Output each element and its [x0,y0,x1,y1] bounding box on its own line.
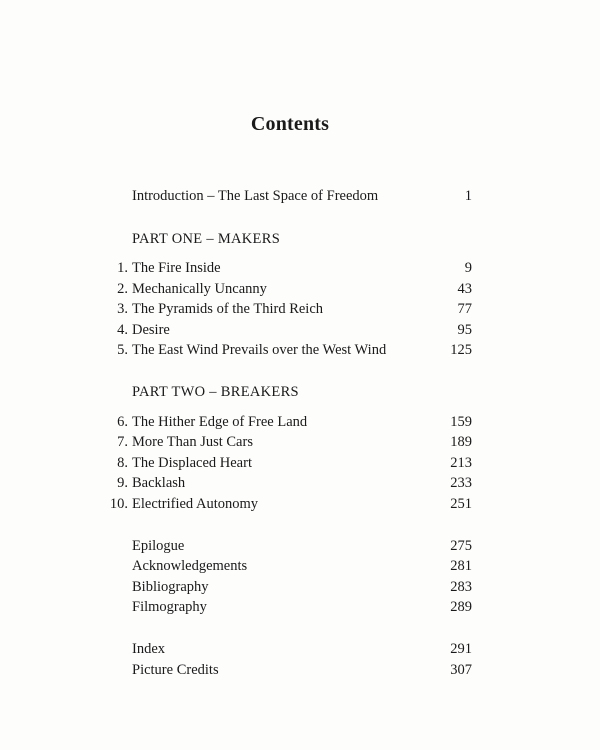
part-one-heading: PART ONE – MAKERS [132,231,281,247]
chapter-number: 10. [109,496,128,512]
entry-page-number: 1 [464,188,472,204]
entry-page-number: 281 [450,558,472,574]
toc-entry-index [0,639,600,659]
chapter-number: 2. [117,281,128,297]
chapter-number: 6. [117,414,128,430]
entry-title: Desire [132,322,170,338]
entry-title: Epilogue [132,538,185,554]
toc-entry-chapter-7 [0,432,600,452]
entry-page-number: 307 [450,662,472,678]
toc-entry-chapter-6 [0,412,600,432]
toc-entry-chapter-9 [0,473,600,493]
entry-title: More Than Just Cars [132,434,253,450]
page-title: Contents [250,113,330,135]
chapter-number: 8. [117,455,128,471]
entry-title: Filmography [132,599,207,615]
entry-page-number: 251 [450,496,472,512]
chapter-number: 1. [117,260,128,276]
entry-title: The Fire Inside [132,260,221,276]
entry-page-number: 275 [450,538,472,554]
entry-title: Index [132,641,166,657]
entry-title: The Pyramids of the Third Reich [132,301,324,317]
part-two-heading: PART TWO – BREAKERS [132,384,299,400]
entry-page-number: 159 [450,414,472,430]
entry-page-number: 43 [457,281,472,297]
toc-entry-chapter-3 [0,299,600,319]
toc-entry-filmography [0,597,600,617]
chapter-number: 7. [117,434,128,450]
toc-entry-chapter-1 [0,258,600,278]
toc-entry-chapter-2 [0,279,600,299]
entry-title: The Displaced Heart [132,455,252,471]
entry-title: Acknowledgements [132,558,248,574]
entry-title: Mechanically Uncanny [132,281,267,297]
entry-page-number: 77 [457,301,472,317]
entry-page-number: 125 [450,342,472,358]
entry-page-number: 289 [450,599,472,615]
toc-entry-picture-credits [0,660,600,680]
entry-title: Electrified Autonomy [132,496,259,512]
entry-title: The Hither Edge of Free Land [132,414,308,430]
toc-entry-introduction [0,186,600,206]
entry-page-number: 291 [450,641,472,657]
chapter-number: 9. [117,475,128,491]
entry-title: Backlash [132,475,186,491]
chapter-number: 4. [117,322,128,338]
toc-entry-epilogue [0,536,600,556]
toc-entry-bibliography [0,577,600,597]
entry-title: Introduction – The Last Space of Freedom [132,188,379,204]
entry-page-number: 213 [450,455,472,471]
entry-page-number: 233 [450,475,472,491]
toc-entry-chapter-8 [0,453,600,473]
entry-title: Picture Credits [132,662,219,678]
chapter-number: 5. [117,342,128,358]
toc-entry-chapter-5 [0,340,600,360]
toc-entry-chapter-10 [0,494,600,514]
entry-title: Bibliography [132,579,209,595]
chapter-number: 3. [117,301,128,317]
entry-page-number: 95 [457,322,472,338]
toc-entry-acknowledgements [0,556,600,576]
entry-page-number: 283 [450,579,472,595]
entry-title: The East Wind Prevails over the West Wind [132,342,387,358]
toc-entry-chapter-4 [0,320,600,340]
entry-page-number: 9 [464,260,472,276]
entry-page-number: 189 [450,434,472,450]
